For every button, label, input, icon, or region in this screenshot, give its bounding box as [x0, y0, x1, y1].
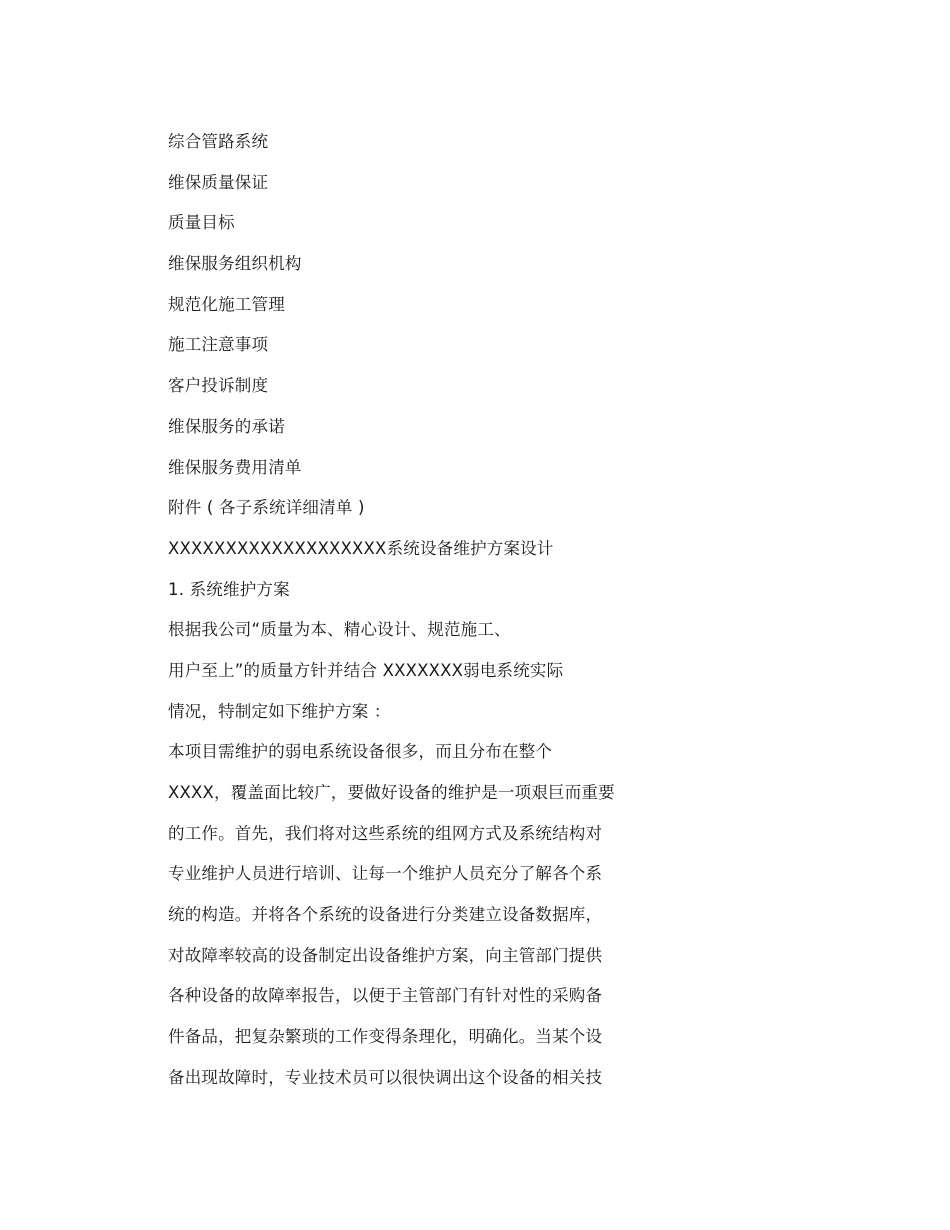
document-body: [168, 128, 638, 1105]
text-line: 维保质量保证: [168, 172, 269, 192]
text-line: 附件 ( 各子系统详细清单 ): [168, 498, 365, 518]
paragraph-line: 专业维护人员进行培训、让每一个维护人员充分了解各个系: [168, 864, 603, 884]
paragraph-line: 用户至上”的质量方针并结合 XXXXXXX弱电系统实际: [168, 660, 564, 680]
text-line: 维保服务组织机构: [168, 254, 302, 274]
paragraph-line: 各种设备的故障率报告，以便于主管部门有针对性的采购备: [168, 986, 603, 1006]
text-line: 施工注意事项: [168, 335, 269, 355]
paragraph-line: XXXX，覆盖面比较广，要做好设备的维护是一项艰巨而重要: [168, 783, 615, 802]
paragraph-line: 备出现故障时，专业技术员可以很快调出这个设备的相关技: [168, 1067, 603, 1087]
text-line: 维保服务的承诺: [168, 416, 285, 436]
paragraph-line: 本项目需维护的弱电系统设备很多，而且分布在整个: [168, 742, 553, 762]
section-title: XXXXXXXXXXXXXXXXXXX系统设备维护方案设计: [168, 538, 554, 558]
text-line: 规范化施工管理: [168, 294, 285, 314]
paragraph-line: 件备品，把复杂繁琐的工作变得条理化，明确化。当某个设: [168, 1027, 603, 1047]
section-heading: 1. 系统维护方案: [168, 579, 290, 599]
text-line: 客户投诉制度: [168, 376, 269, 396]
text-line: 综合管路系统: [168, 132, 269, 151]
text-line: 质量目标: [168, 213, 235, 233]
paragraph-line: 对故障率较高的设备制定出设备维护方案，向主管部门提供: [168, 945, 603, 965]
paragraph-line: 统的构造。并将各个系统的设备进行分类建立设备数据库，: [168, 905, 603, 925]
paragraph-line: 的工作。首先，我们将对这些系统的组网方式及系统结构对: [168, 823, 603, 843]
text-line: 维保服务费用清单: [168, 457, 302, 477]
paragraph-line: 情况，特制定如下维护方案 ：: [168, 701, 391, 721]
paragraph-line: 根据我公司“质量为本、精心设计、规范施工、: [168, 620, 511, 640]
